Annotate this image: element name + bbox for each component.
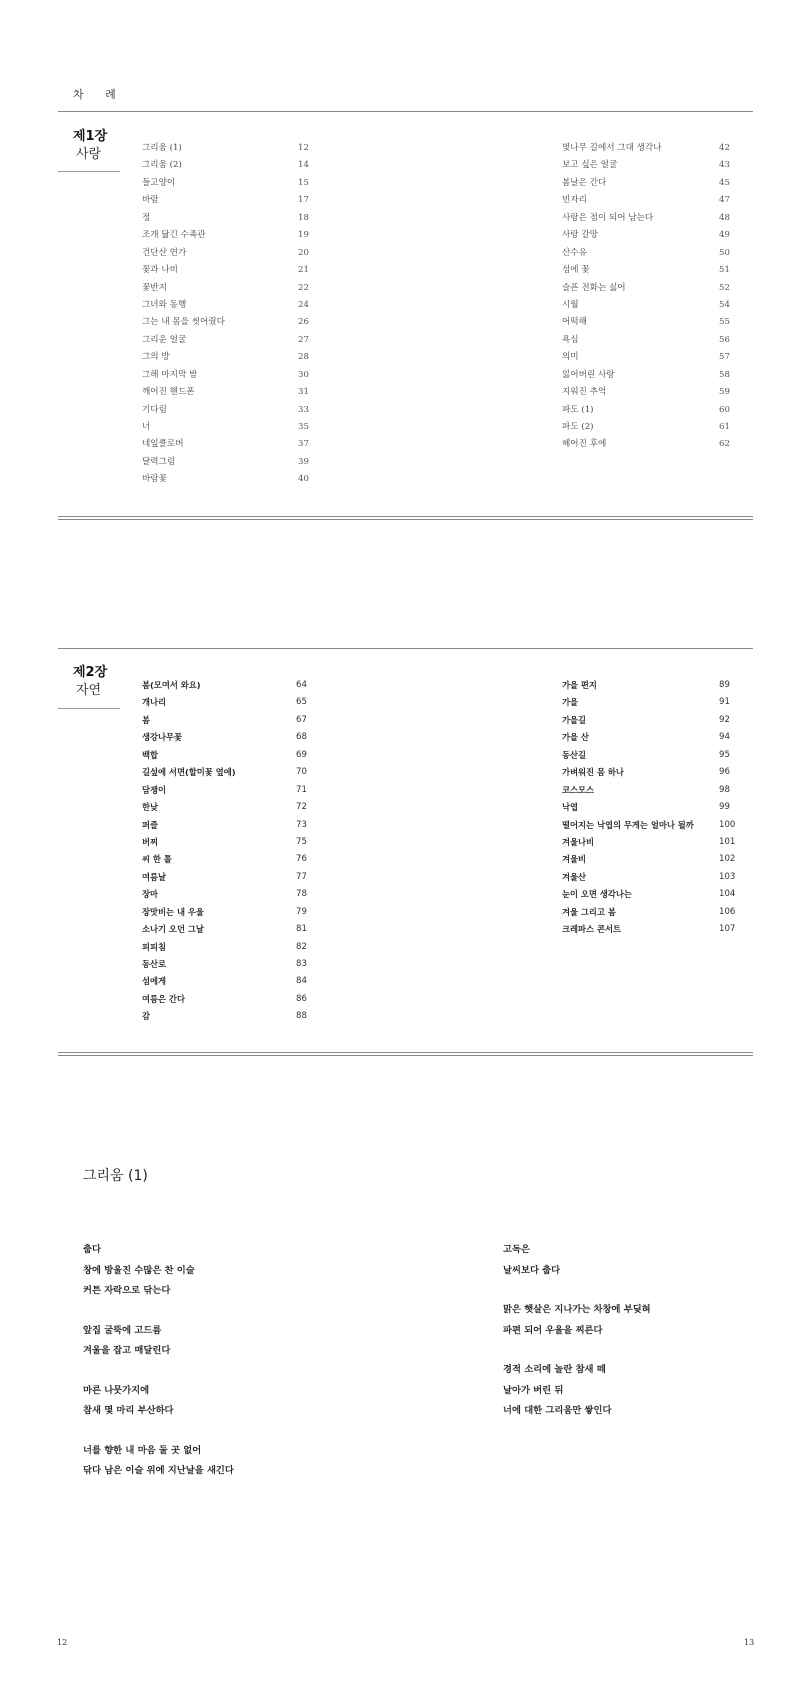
- toc-entry-page: 22: [298, 282, 309, 293]
- toc-entry-title: 보고 싶은 얼굴: [562, 160, 618, 171]
- toc-entry-title: 바람꽃: [142, 474, 167, 485]
- toc-entry-page: 72: [296, 802, 307, 813]
- toc-entry-title: 파도 (2): [562, 422, 594, 432]
- poem-line: 닦다 남은 이슬 위에 지난날을 새긴다: [83, 1465, 234, 1476]
- toc-entry-title: 버찌: [142, 836, 159, 847]
- toc-entry-title: 백합: [142, 749, 159, 760]
- toc-entry: [142, 314, 312, 331]
- toc-entry: [142, 694, 312, 711]
- toc-entry: [562, 297, 732, 314]
- toc-entry-page: 37: [298, 439, 309, 450]
- toc-entry-title: 겨울산: [562, 871, 587, 882]
- stanza-gap: [83, 1362, 234, 1381]
- toc-entry-title: 사랑 갈망: [562, 230, 598, 241]
- toc-entry: [562, 314, 732, 331]
- chapter-1-title: 사랑: [76, 147, 102, 162]
- toc-entry-title: 봄날은 간다: [562, 177, 607, 188]
- toc-entry: [142, 782, 312, 799]
- toc-entry-title: 피피침: [142, 941, 167, 952]
- toc-entry-page: 30: [298, 369, 309, 380]
- toc-entry: [562, 140, 732, 157]
- toc-entry-page: 95: [719, 749, 730, 760]
- toc-entry-page: 51: [719, 265, 730, 276]
- chapter-2-left-list: [142, 677, 312, 1026]
- toc-entry-title: 네잎클로버: [142, 439, 184, 450]
- toc-entry-title: 벚나무 길에서 그대 생각나: [562, 143, 662, 153]
- toc-entry: [142, 349, 312, 366]
- chapter-1-end-rule: [58, 516, 753, 520]
- chapter-2-title: 자연: [76, 683, 102, 698]
- toc-entry-page: 107: [719, 924, 736, 935]
- toc-entry-page: 68: [296, 732, 307, 743]
- toc-entry-page: 101: [719, 836, 736, 847]
- toc-entry-title: 소나기 오던 그날: [142, 924, 204, 935]
- toc-entry: [562, 419, 732, 436]
- toc-entry-title: 가을: [562, 697, 579, 708]
- toc-entry: [142, 729, 312, 746]
- toc-entry-title: 욕심: [562, 334, 579, 345]
- toc-entry-title: 장마: [142, 889, 159, 900]
- toc-entry: [562, 747, 732, 764]
- toc-entry-page: 50: [719, 247, 730, 258]
- toc-entry-page: 19: [298, 230, 309, 241]
- toc-entry: [562, 904, 736, 921]
- poem-left-column: [83, 1240, 234, 1482]
- toc-entry: [142, 175, 312, 192]
- poem-line: 앞집 굴뚝에 고드름: [83, 1324, 162, 1336]
- toc-entry: [142, 454, 312, 471]
- toc-entry-title: 섬에 꽃: [562, 265, 590, 276]
- toc-entry: [562, 175, 732, 192]
- toc-entry-page: 81: [296, 924, 307, 935]
- toc-entry-title: 장맛비는 내 우울: [142, 906, 204, 917]
- toc-entry-page: 79: [296, 906, 307, 917]
- toc-entry-page: 48: [719, 212, 730, 223]
- toc-entry-page: 15: [298, 177, 309, 188]
- toc-entry-page: 39: [298, 456, 309, 467]
- poem-line: 고독은: [503, 1244, 530, 1255]
- toc-entry-title: 헤어진 후에: [562, 439, 607, 450]
- toc-entry-page: 40: [298, 474, 309, 485]
- toc-entry: [562, 921, 736, 938]
- toc-entry-page: 82: [296, 941, 307, 952]
- toc-entry-page: 18: [298, 212, 309, 223]
- toc-entry: [142, 402, 312, 419]
- chapter-1-number: 제1장: [73, 129, 108, 144]
- toc-entry-title: 씨 한 톨: [142, 854, 172, 865]
- toc-entry-page: 70: [296, 767, 307, 778]
- toc-entry: [142, 817, 312, 834]
- toc-entry-page: 73: [296, 819, 307, 830]
- chapter-1-right-list: [562, 140, 732, 454]
- toc-entry-page: 24: [298, 299, 309, 310]
- chapter-2-underline: [58, 708, 120, 709]
- toc-entry-page: 59: [719, 387, 730, 398]
- toc-entry-title: 의미: [562, 352, 579, 363]
- toc-entry-title: 개나리: [142, 697, 167, 708]
- toc-entry-title: 여름날: [142, 871, 167, 882]
- toc-entry-title: 사랑은 점이 되어 남는다: [562, 212, 654, 223]
- toc-entry-page: 47: [719, 195, 730, 206]
- toc-entry-title: 그리움 (1): [142, 143, 182, 153]
- toc-entry-title: 봄: [142, 714, 151, 725]
- toc-entry: [142, 192, 312, 209]
- toc-entry-page: 31: [298, 387, 309, 398]
- toc-entry-title: 들고양이: [142, 177, 176, 188]
- toc-entry-title: 시월: [562, 299, 579, 310]
- toc-entry: [142, 904, 312, 921]
- toc-entry: [142, 262, 312, 279]
- toc-entry: [142, 332, 312, 349]
- toc-entry-title: 바람: [142, 195, 159, 206]
- poem-line: 마른 나뭇가지에: [83, 1384, 150, 1396]
- toc-entry-page: 33: [298, 404, 309, 415]
- toc-entry-page: 28: [298, 352, 309, 363]
- toc-entry-page: 56: [719, 334, 730, 345]
- toc-entry-title: 한낮: [142, 802, 159, 813]
- toc-entry: [562, 799, 732, 816]
- toc-entry-page: 106: [719, 906, 736, 917]
- stanza-gap: [503, 1281, 651, 1300]
- toc-entry-title: 겨울비: [562, 854, 587, 865]
- toc-entry-title: 겨울 그리고 봄: [562, 906, 616, 917]
- toc-entry-page: 52: [719, 282, 730, 293]
- toc-entry-title: 슬픈 전화는 싫어: [562, 282, 626, 293]
- toc-entry-title: 떨어지는 낙엽의 무게는 얼마나 될까: [562, 819, 694, 830]
- toc-entry: [562, 886, 736, 903]
- toc-entry-page: 12: [298, 143, 309, 153]
- toc-entry: [142, 991, 312, 1008]
- toc-entry-title: 그의 방: [142, 352, 170, 363]
- toc-entry-page: 55: [719, 317, 730, 328]
- toc-entry-page: 54: [719, 299, 730, 310]
- toc-entry-title: 그녀와 동행: [142, 299, 187, 310]
- toc-entry-page: 100: [719, 819, 736, 830]
- toc-entry: [142, 210, 312, 227]
- toc-entry: [142, 471, 312, 488]
- toc-entry: [562, 817, 736, 834]
- toc-entry-title: 눈이 오면 생각나는: [562, 889, 632, 900]
- poem-line: 날아가 버린 뒤: [503, 1384, 564, 1396]
- toc-entry-title: 너: [142, 422, 151, 432]
- toc-entry-title: 겨울나비: [562, 836, 595, 847]
- chapter-2-top-rule: [58, 648, 753, 649]
- toc-entry-page: 86: [296, 993, 307, 1004]
- toc-entry: [142, 140, 312, 157]
- toc-entry-page: 58: [719, 369, 730, 380]
- toc-entry-page: 84: [296, 976, 307, 987]
- toc-entry: [562, 332, 732, 349]
- toc-entry-title: 동산로: [142, 959, 167, 969]
- toc-entry-page: 102: [719, 854, 736, 865]
- toc-entry-title: 기다림: [142, 404, 167, 415]
- toc-entry-title: 건단산 연가: [142, 247, 187, 258]
- toc-entry: [562, 834, 736, 851]
- page-number-right: 13: [744, 1638, 755, 1647]
- toc-entry-page: 94: [719, 732, 730, 743]
- toc-entry-title: 깨어진 핸드폰: [142, 387, 195, 398]
- toc-entry: [562, 227, 732, 244]
- toc-entry: [142, 886, 312, 903]
- toc-entry-page: 26: [298, 317, 309, 328]
- poem-line: 너에 대한 그리움만 쌓인다: [503, 1405, 612, 1416]
- toc-entry-title: 꽃과 나비: [142, 265, 178, 276]
- toc-entry-title: 그리운 얼굴: [142, 334, 187, 345]
- toc-entry-page: 88: [296, 1011, 307, 1022]
- toc-entry-title: 꽃반지: [142, 282, 167, 293]
- toc-entry-title: 지워진 추억: [562, 387, 607, 398]
- poem-line: 너를 향한 내 마음 둘 곳 없어: [83, 1444, 202, 1456]
- toc-entry-title: 감: [142, 1011, 151, 1022]
- toc-entry-title: 낙엽: [562, 802, 579, 813]
- toc-entry: [562, 677, 732, 694]
- toc-entry: [142, 297, 312, 314]
- chapter-2-right-list: [562, 677, 736, 939]
- toc-entry: [562, 384, 732, 401]
- toc-entry: [562, 349, 732, 366]
- toc-entry-title: 정: [142, 212, 151, 223]
- toc-entry-title: 동산길: [562, 749, 587, 760]
- toc-entry: [142, 834, 312, 851]
- toc-entry-page: 21: [298, 265, 309, 276]
- chapter-2-number: 제2장: [73, 665, 108, 680]
- toc-entry-title: 크레파스 콘서트: [562, 924, 621, 935]
- toc-entry: [142, 869, 312, 886]
- toc-entry: [562, 764, 732, 781]
- poem-line: 창에 방울진 수많은 찬 이슬: [83, 1264, 195, 1276]
- toc-entry: [562, 402, 732, 419]
- toc-entry-title: 그리움 (2): [142, 160, 182, 171]
- toc-entry-title: 섬에게: [142, 976, 167, 987]
- poem-line: 경적 소리에 놀란 참새 떼: [503, 1364, 606, 1375]
- toc-entry-page: 62: [719, 439, 730, 450]
- toc-entry: [562, 694, 732, 711]
- toc-entry-page: 91: [719, 697, 730, 708]
- toc-entry: [142, 367, 312, 384]
- toc-entry-title: 퍼즐: [142, 819, 159, 830]
- toc-entry: [142, 747, 312, 764]
- chapter-1-underline: [58, 171, 120, 172]
- poem-line: 커튼 자락으로 닦는다: [83, 1285, 171, 1296]
- toc-entry-title: 어떡해: [562, 317, 587, 328]
- toc-entry-page: 17: [298, 195, 309, 206]
- stanza-gap: [503, 1341, 651, 1360]
- toc-entry: [142, 245, 312, 262]
- page-number-left: 12: [57, 1638, 68, 1647]
- toc-entry-title: 가을 편지: [562, 680, 597, 690]
- toc-entry: [562, 712, 732, 729]
- toc-entry-title: 생강나무꽃: [142, 732, 183, 743]
- toc-entry: [142, 851, 312, 868]
- toc-entry: [142, 227, 312, 244]
- toc-entry-title: 빈자리: [562, 195, 587, 206]
- toc-entry-page: 43: [719, 160, 730, 171]
- toc-entry-page: 104: [719, 889, 736, 900]
- toc-entry-title: 코스모스: [562, 784, 595, 795]
- toc-entry: [142, 157, 312, 174]
- toc-entry: [562, 262, 732, 279]
- toc-entry-title: 봄(모여서 와요): [142, 680, 201, 690]
- stanza-gap: [83, 1302, 234, 1321]
- toc-entry-page: 77: [296, 871, 307, 882]
- toc-entry-page: 45: [719, 177, 730, 188]
- toc-entry-title: 여름은 간다: [142, 993, 185, 1004]
- toc-entry-page: 78: [296, 889, 307, 900]
- toc-entry: [142, 799, 312, 816]
- toc-entry-title: 담쟁이: [142, 784, 167, 795]
- toc-entry-page: 14: [298, 160, 309, 171]
- toc-entry: [142, 956, 312, 973]
- toc-entry-page: 103: [719, 871, 736, 882]
- poem-right-column: [503, 1240, 651, 1422]
- toc-entry-page: 27: [298, 334, 309, 345]
- toc-entry-title: 산수유: [562, 247, 587, 258]
- toc-entry-title: 그는 내 몸을 씻어줬다: [142, 317, 225, 328]
- toc-entry: [562, 367, 732, 384]
- toc-entry: [142, 419, 312, 436]
- toc-entry-title: 길섶에 서면(할미꽃 옆에): [142, 767, 236, 778]
- toc-entry-title: 가을길: [562, 714, 587, 725]
- chapter-1-left-list: [142, 140, 312, 489]
- poem-line: 겨울을 잡고 매달린다: [83, 1345, 171, 1356]
- toc-entry: [142, 1008, 312, 1025]
- toc-entry-page: 96: [719, 767, 730, 778]
- toc-entry: [562, 157, 732, 174]
- toc-entry: [562, 782, 732, 799]
- toc-entry-title: 가을 산: [562, 732, 589, 743]
- toc-entry-page: 67: [296, 714, 307, 725]
- toc-entry: [562, 210, 732, 227]
- poem-title: 그리움 (1): [83, 1168, 148, 1184]
- toc-entry-title: 조개 닮긴 수족관: [142, 230, 206, 241]
- toc-entry: [142, 764, 312, 781]
- poem-line: 맑은 햇살은 지나가는 차창에 부딪혀: [503, 1304, 651, 1315]
- toc-entry: [142, 939, 312, 956]
- toc-entry-page: 60: [719, 404, 730, 415]
- toc-entry: [562, 729, 732, 746]
- toc-entry-page: 35: [298, 422, 309, 432]
- toc-entry: [562, 245, 732, 262]
- toc-entry-page: 65: [296, 697, 307, 708]
- toc-entry: [562, 436, 732, 453]
- toc-entry: [562, 192, 732, 209]
- stanza-gap: [83, 1422, 234, 1441]
- toc-entry-page: 83: [296, 959, 307, 969]
- toc-entry: [142, 921, 312, 938]
- toc-entry-title: 그해 마지막 밤: [142, 369, 198, 380]
- toc-entry: [142, 712, 312, 729]
- toc-entry: [562, 280, 732, 297]
- toc-entry-page: 75: [296, 836, 307, 847]
- toc-entry: [142, 436, 312, 453]
- toc-entry-page: 64: [296, 680, 307, 690]
- toc-entry-title: 가벼워진 몸 하나: [562, 767, 624, 778]
- toc-entry: [142, 973, 312, 990]
- toc-entry-page: 92: [719, 714, 730, 725]
- toc-entry: [142, 677, 312, 694]
- toc-entry: [142, 384, 312, 401]
- toc-entry-page: 89: [719, 680, 730, 690]
- toc-entry-page: 57: [719, 352, 730, 363]
- poem-line: 날씨보다 춥다: [503, 1264, 561, 1276]
- poem-line: 파편 되어 우울을 찌른다: [503, 1324, 603, 1336]
- toc-entry-title: 파도 (1): [562, 404, 594, 415]
- toc-entry-page: 20: [298, 247, 309, 258]
- toc-entry-page: 42: [719, 143, 730, 153]
- toc-entry-page: 76: [296, 854, 307, 865]
- poem-line: 춥다: [83, 1244, 101, 1255]
- toc-entry: [142, 280, 312, 297]
- chapter-2-end-rule: [58, 1052, 753, 1056]
- toc-entry-page: 98: [719, 784, 730, 795]
- toc-entry-page: 49: [719, 230, 730, 241]
- toc-entry-page: 69: [296, 749, 307, 760]
- toc-entry-page: 61: [719, 422, 730, 432]
- toc-entry-title: 달력그림: [142, 456, 176, 467]
- toc-entry: [562, 869, 736, 886]
- toc-entry-page: 99: [719, 802, 730, 813]
- poem-line: 참새 몇 마리 부산하다: [83, 1405, 174, 1416]
- toc-entry-page: 71: [296, 784, 307, 795]
- toc-entry: [562, 851, 736, 868]
- toc-heading: 차 례: [73, 88, 125, 101]
- toc-top-rule: [58, 111, 753, 112]
- toc-entry-title: 잃어버린 사랑: [562, 369, 615, 380]
